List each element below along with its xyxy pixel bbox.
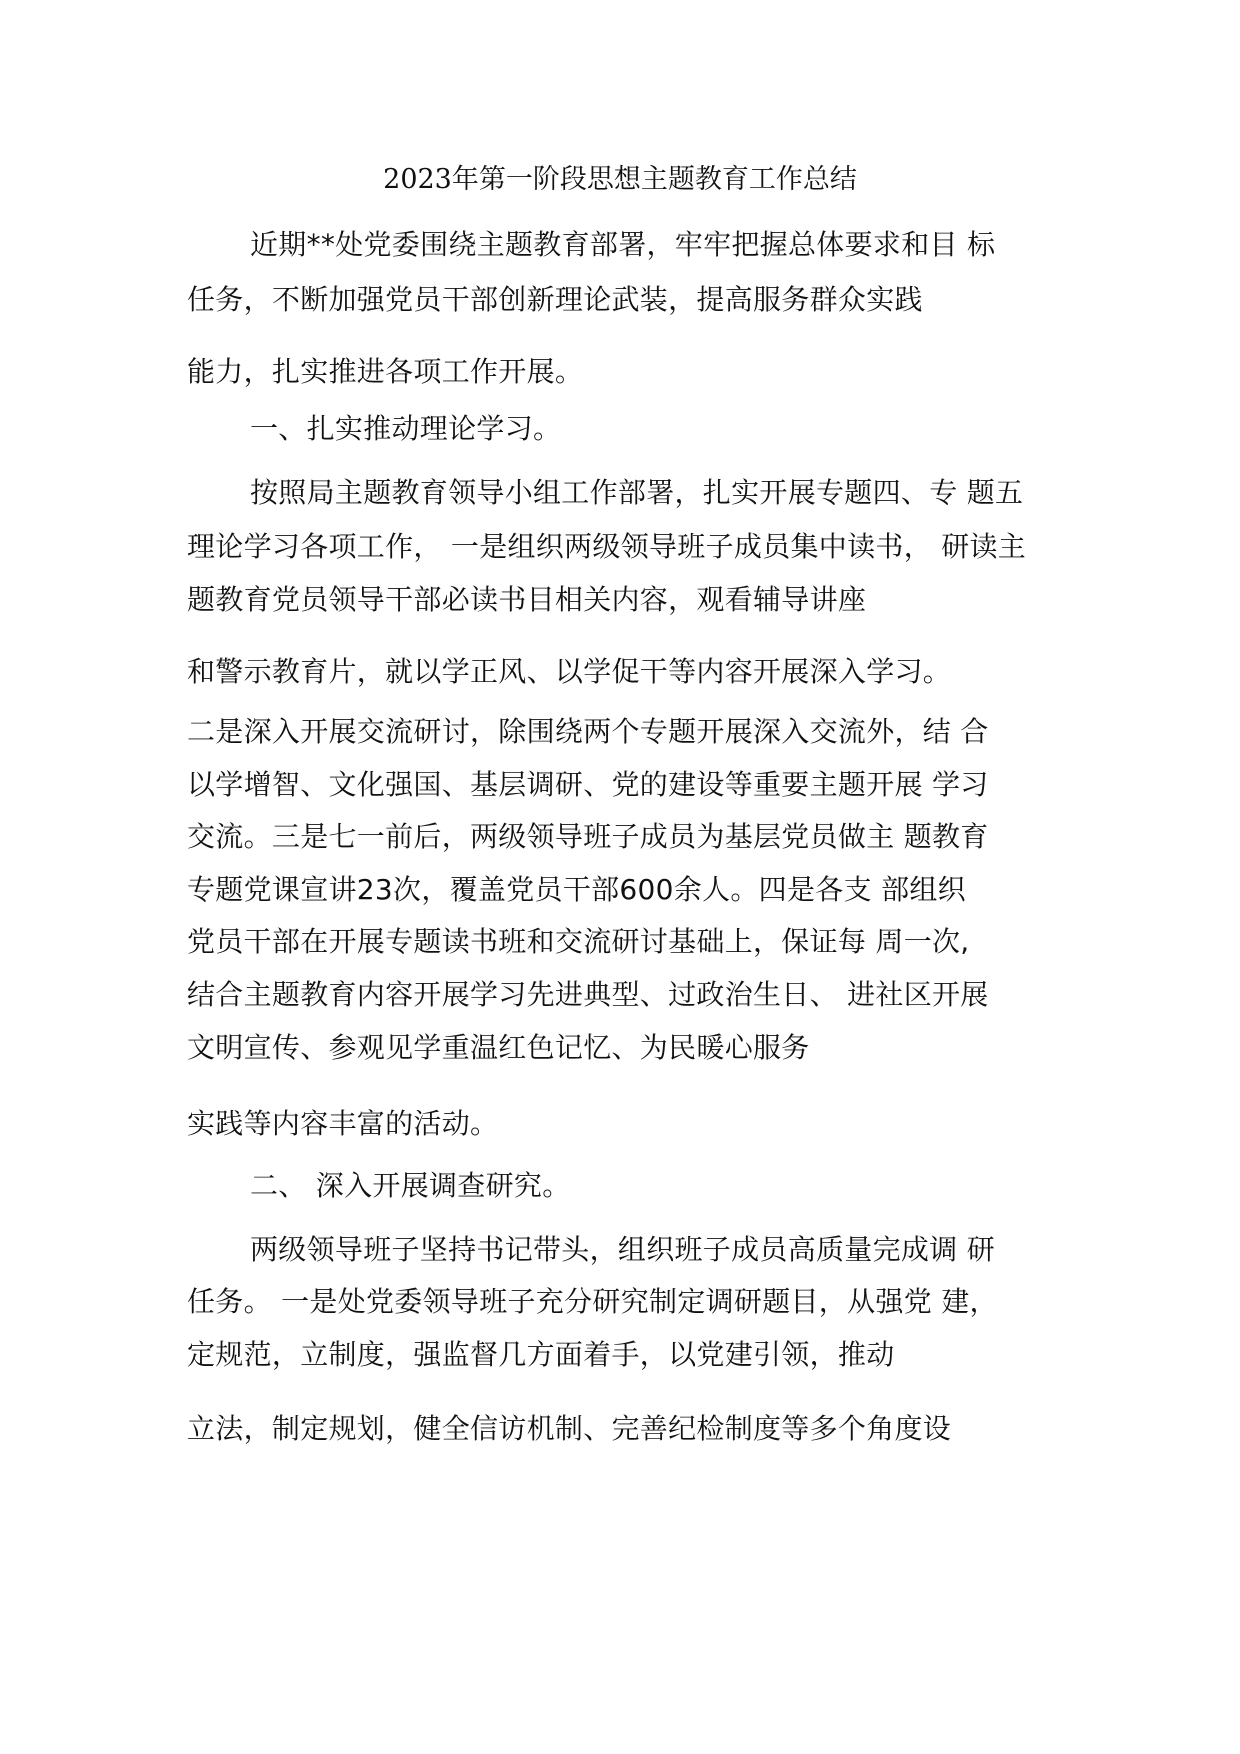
body-line: 二是深入开展交流研讨，除围绕两个专题开展深入交流外，结 合 [187, 715, 989, 748]
body-line: 近期**处党委围绕主题教育部署，牢牢把握总体要求和目 标 [250, 228, 996, 261]
body-line: 交流。三是七一前后，两级领导班子成员为基层党员做主 题教育 [187, 820, 989, 853]
body-line: 结合主题教育内容开展学习先进典型、过政治生日、 进社区开展 [187, 978, 989, 1011]
body-line: 定规范，立制度，强监督几方面着手，以党建引领，推动 [187, 1338, 895, 1371]
section-heading-1: 一、扎实推动理论学习。 [250, 412, 562, 445]
body-line: 题教育党员领导干部必读书目相关内容，观看辅导讲座 [187, 583, 867, 616]
body-line: 立法，制定规划，健全信访机制、完善纪检制度等多个角度设 [187, 1412, 952, 1445]
document-title: 2023年第一阶段思想主题教育工作总结 [383, 164, 857, 195]
body-line: 实践等内容丰富的活动。 [187, 1107, 499, 1140]
body-line: 党员干部在开展专题读书班和交流研讨基础上，保证每 周一次, [187, 925, 970, 958]
body-line: 以学增智、文化强国、基层调研、党的建设等重要主题开展 学习 [187, 768, 989, 801]
section-heading-2: 二、 深入开展调查研究。 [250, 1169, 571, 1202]
body-line: 任务。 一是处党委领导班子充分研究制定调研题目，从强党 建， [187, 1285, 998, 1318]
body-line: 专题党课宣讲23次，覆盖党员干部600余人。四是各支 部组织 [187, 873, 966, 906]
body-line: 理论学习各项工作， 一是组织两级领导班子成员集中读书， 研读主 [187, 530, 1027, 563]
body-line: 文明宣传、参观见学重温红色记忆、为民暖心服务 [187, 1031, 810, 1064]
body-line: 能力，扎实推进各项工作开展。 [187, 355, 584, 388]
body-line: 任务，不断加强党员干部创新理论武装，提高服务群众实践 [187, 283, 923, 316]
body-line: 按照局主题教育领导小组工作部署，扎实开展专题四、专 题五 [250, 476, 1024, 509]
body-line: 和警示教育片，就以学正风、以学促干等内容开展深入学习。 [187, 655, 952, 688]
body-line: 两级领导班子坚持书记带头，组织班子成员高质量完成调 研 [250, 1233, 996, 1266]
